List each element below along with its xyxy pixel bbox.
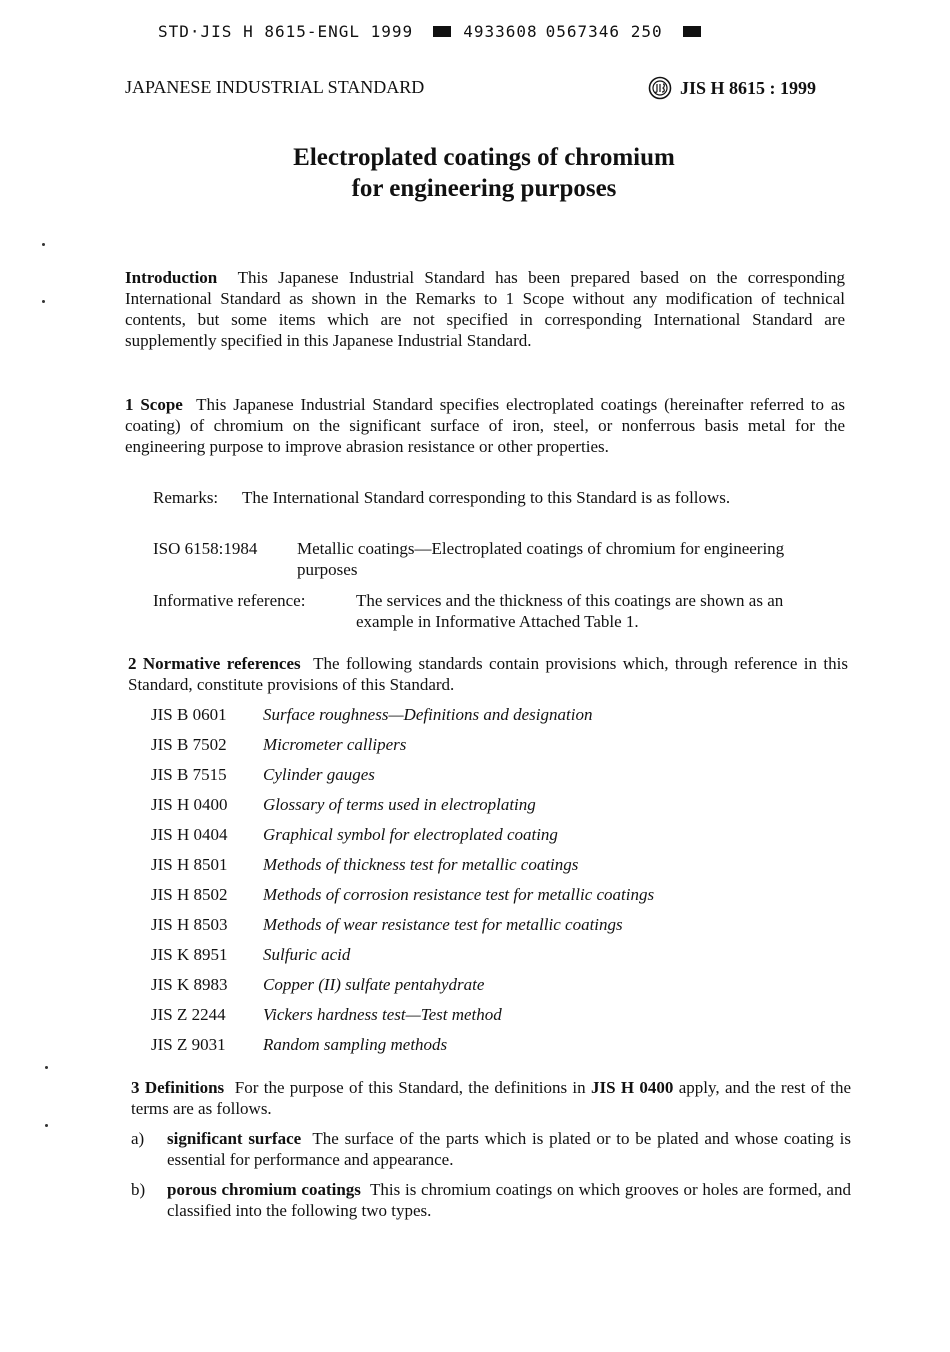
definitions-heading: 3 Definitions xyxy=(131,1078,225,1097)
scope-paragraph xyxy=(125,394,845,457)
reference-code: JIS H 0400 xyxy=(151,795,228,814)
iso-title: Metallic coatings—Electroplated coatings of chromium for engineering purposes xyxy=(297,539,785,579)
introduction-paragraph xyxy=(125,267,845,351)
definition-item xyxy=(131,1179,851,1221)
introduction-text: This Japanese Industrial Standard has been prepared based on the corresponding International Standard as shown in the Remarks to 1 Scope without any modification of technical contents, but some items which are not specified in corresponding International Standard are supplemently specified in this Japanese Industrial Standard. xyxy=(125,268,845,350)
reference-row xyxy=(151,914,623,935)
document-title xyxy=(0,142,950,204)
remarks-text: The International Standard corresponding to this Standard is as follows. xyxy=(242,488,731,507)
normative-text: The following standards contain provisions which, through reference in this Standard, constitute provisions of this Standard. xyxy=(128,654,848,694)
black-bar-mark xyxy=(433,26,451,37)
definition-text: The surface of the parts which is plated or to be plated and whose coating is essential for performance and appearance. xyxy=(167,1129,851,1169)
margin-dot xyxy=(42,243,45,246)
remarks-label: Remarks: xyxy=(153,488,219,507)
reference-row xyxy=(151,974,484,995)
reference-row xyxy=(151,884,654,905)
reference-row xyxy=(151,734,406,755)
reference-title: Cylinder gauges xyxy=(263,765,375,784)
reference-code: JIS K 8951 xyxy=(151,945,228,964)
reference-code: JIS Z 2244 xyxy=(151,1005,226,1024)
jis-mark-icon xyxy=(648,76,672,100)
title-line-1: Electroplated coatings of chromium xyxy=(293,144,675,171)
reference-title: Methods of wear resistance test for metallic coatings xyxy=(263,915,623,934)
reference-title: Surface roughness—Definitions and designation xyxy=(263,705,593,724)
definition-letter: a) xyxy=(131,1129,145,1148)
normative-paragraph xyxy=(128,653,848,695)
reference-title: Sulfuric acid xyxy=(263,945,351,964)
reference-row xyxy=(151,1034,447,1055)
reference-code: JIS H 8503 xyxy=(151,915,228,934)
reference-row xyxy=(151,944,350,965)
org-label: JAPANESE INDUSTRIAL STANDARD xyxy=(125,77,425,97)
remarks-block xyxy=(153,487,845,508)
reference-title: Methods of corrosion resistance test for metallic coatings xyxy=(263,885,655,904)
introduction-heading: Introduction xyxy=(125,268,218,287)
reference-row xyxy=(151,1004,502,1025)
informative-text: The services and the thickness of this coatings are shown as an example in Informative Attached Table 1. xyxy=(356,591,784,631)
reference-title: Random sampling methods xyxy=(263,1035,448,1054)
definition-text: This is chromium coatings on which grooves or holes are formed, and classified into the following two types. xyxy=(167,1180,851,1220)
margin-dot xyxy=(45,1124,48,1127)
reference-title: Methods of thickness test for metallic coatings xyxy=(263,855,579,874)
reference-title: Vickers hardness test—Test method xyxy=(263,1005,502,1024)
normative-heading: 2 Normative references xyxy=(128,654,301,673)
title-line-2: for engineering purposes xyxy=(351,175,617,202)
margin-dot xyxy=(42,300,45,303)
definition-item xyxy=(131,1128,851,1170)
margin-dot xyxy=(45,1066,48,1069)
scope-text: This Japanese Industrial Standard specifies electroplated coatings (hereinafter referred to as coating) of chromium on the significant surface of iron, steel, or nonferrous basis metal for the engineering purpose to improve abrasion resistance or other properties. xyxy=(125,395,845,456)
scope-heading: 1 Scope xyxy=(125,395,183,414)
informative-label: Informative reference: xyxy=(153,591,306,610)
reference-row xyxy=(151,824,558,845)
reference-title: Glossary of terms used in electroplating xyxy=(263,795,536,814)
definitions-text-before: For the purpose of this Standard, the definitions in xyxy=(234,1078,586,1097)
iso-reference xyxy=(153,538,845,580)
reference-title: Copper (II) sulfate pentahydrate xyxy=(263,975,485,994)
catalog-number-1: 4933608 xyxy=(463,22,538,41)
reference-code: JIS B 7502 xyxy=(151,735,227,754)
definitions-ref: JIS H 0400 xyxy=(590,1078,674,1097)
reference-code: JIS Z 9031 xyxy=(151,1035,226,1054)
definition-letter: b) xyxy=(131,1180,146,1199)
jis-number-text: JIS H 8615 : 1999 xyxy=(680,77,817,98)
reference-row xyxy=(151,704,592,725)
reference-row xyxy=(151,764,375,785)
reference-title: Micrometer callipers xyxy=(263,735,407,754)
reference-code: JIS B 0601 xyxy=(151,705,227,724)
catalog-number-2: 0567346 250 xyxy=(545,22,663,41)
reference-code: JIS H 8501 xyxy=(151,855,228,874)
definition-term: porous chromium coatings xyxy=(167,1180,361,1199)
definition-term: significant surface xyxy=(167,1129,302,1148)
definitions-paragraph xyxy=(131,1077,851,1119)
black-bar-mark xyxy=(683,26,701,37)
reference-row xyxy=(151,794,536,815)
jis-number xyxy=(648,76,816,100)
reference-title: Graphical symbol for electroplated coating xyxy=(263,825,558,844)
definitions-text-after: apply, and the rest of the terms are as follows. xyxy=(131,1078,852,1118)
reference-code: JIS K 8983 xyxy=(151,975,228,994)
std-code: STD·JIS H 8615-ENGL 1999 xyxy=(158,22,414,41)
informative-reference xyxy=(153,590,845,632)
reference-code: JIS B 7515 xyxy=(151,765,227,784)
reference-code: JIS H 0404 xyxy=(151,825,228,844)
document-header-strip xyxy=(158,22,713,41)
reference-code: JIS H 8502 xyxy=(151,885,228,904)
iso-code: ISO 6158:1984 xyxy=(153,539,258,558)
reference-row xyxy=(151,854,578,875)
